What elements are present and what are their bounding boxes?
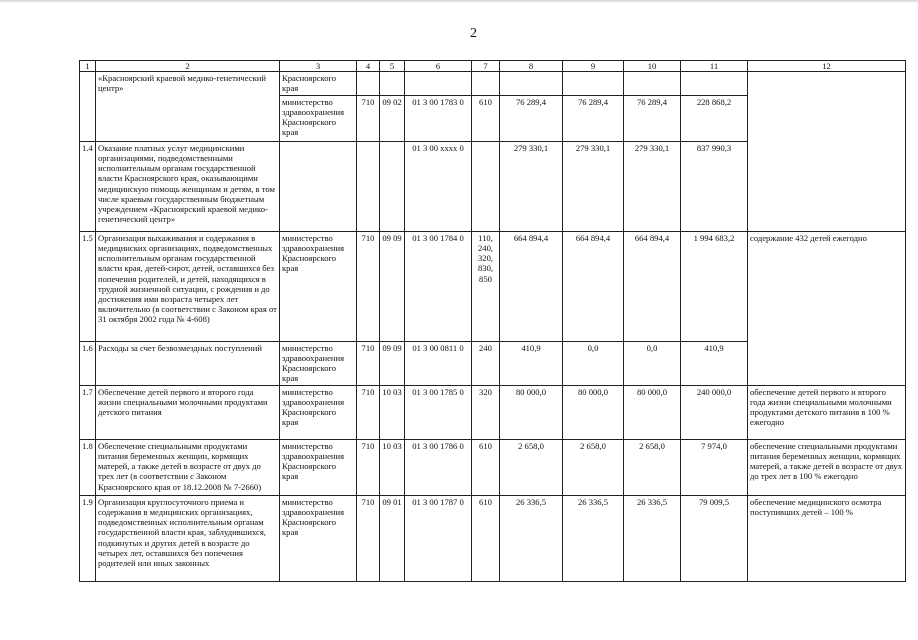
cell-c10: 26 336,5 [624, 496, 681, 582]
cell-c5: 09 01 [380, 496, 405, 582]
cell-c4 [357, 142, 380, 232]
cell-c11: 240 000,0 [681, 386, 748, 440]
cell-c5: 10 03 [380, 440, 405, 496]
cell-c7: 320 [472, 386, 500, 440]
row-description: Организация круглосуточного приема и содержания в медицинских организациях, подведомственных исполнительным органам государственной власти края, заблудившихся, подкинутых и других детей в возрасте до четырех лет, оставшихся без попечения родителей или иных законных [96, 496, 280, 582]
cell-c9: 26 336,5 [563, 496, 624, 582]
cell-c10: 0,0 [624, 342, 681, 386]
cell-c10: 664 894,4 [624, 232, 681, 342]
cell-c5 [380, 142, 405, 232]
table-row [80, 386, 906, 440]
cell-c8: 80 000,0 [500, 386, 563, 440]
table-row [80, 72, 906, 96]
row-ministry: министерство здравоохранения Красноярского края [280, 232, 357, 342]
table-row [80, 496, 906, 582]
row-description: Расходы за счет безвозмездных поступлений [96, 342, 280, 386]
cell-c8: 2 658,0 [500, 440, 563, 496]
cell-c5: 09 09 [380, 232, 405, 342]
cell-c12: содержание 432 детей ежегодно [748, 232, 906, 386]
cell-c4 [357, 72, 380, 96]
budget-table [79, 60, 906, 582]
row-ministry: министерство здравоохранения Красноярского края [280, 440, 357, 496]
cell-c11 [681, 72, 748, 96]
row-ministry: Красноярского края [280, 72, 357, 96]
header-row [80, 61, 906, 72]
header-cell: 10 [624, 61, 681, 72]
row-number: 1.5 [80, 232, 96, 342]
cell-c6: 01 3 00 1784 0 [405, 232, 472, 342]
cell-c12: обеспечение детей первого и второго года жизни специальными молочными продуктами детского питания в 100 % ежегодно [748, 386, 906, 440]
cell-c7: 610 [472, 440, 500, 496]
cell-c4: 710 [357, 440, 380, 496]
cell-c6: 01 3 00 1785 0 [405, 386, 472, 440]
header-cell: 2 [96, 61, 280, 72]
cell-c4: 710 [357, 496, 380, 582]
row-description: Организация выхаживания и содержания в медицинских организациях, подведомственных исполнительным органам государственной власти края, детей-сирот, детей, оставшихся без попечения родителей, и детей, находящихся в трудной жизненной ситуации, с рождения и до достижения ими возраста четырех лет включительно (в соответствии с Законом края от 31 октября 2002 года № 4-608) [96, 232, 280, 342]
header-cell: 4 [357, 61, 380, 72]
header-cell: 9 [563, 61, 624, 72]
cell-c8 [500, 72, 563, 96]
cell-c7: 610 [472, 496, 500, 582]
scan-edge [0, 0, 918, 3]
row-number: 1.6 [80, 342, 96, 386]
header-cell: 8 [500, 61, 563, 72]
row-number: 1.9 [80, 496, 96, 582]
cell-c9: 2 658,0 [563, 440, 624, 496]
cell-c11: 410,9 [681, 342, 748, 386]
row-ministry: министерство здравоохранения Красноярского края [280, 496, 357, 582]
cell-c6 [405, 72, 472, 96]
cell-c4: 710 [357, 96, 380, 142]
cell-c9: 279 330,1 [563, 142, 624, 232]
page-number: 2 [470, 26, 477, 41]
row-ministry: министерство здравоохранения Красноярского края [280, 342, 357, 386]
row-number: 1.4 [80, 142, 96, 232]
cell-c7: 240 [472, 342, 500, 386]
cell-c11: 1 994 683,2 [681, 232, 748, 342]
row-description: Обеспечение специальными продуктами питания беременных женщин, кормящих матерей, а также детей в возрасте от двух до трех лет (в соответствии с Законом Красноярского края от 18.12.2008 № 7-2660) [96, 440, 280, 496]
cell-c11: 228 868,2 [681, 96, 748, 142]
cell-c12: обеспечение специальными продуктами питания беременных женщин, кормящих матерей, а также детей в возрасте от двух до трех лет в 100 % ежегодно [748, 440, 906, 496]
cell-c12 [748, 72, 906, 232]
cell-c4: 710 [357, 386, 380, 440]
cell-c9: 0,0 [563, 342, 624, 386]
row-description: «Красноярский краевой медико-генетический центр» [96, 72, 280, 142]
cell-c11: 7 974,0 [681, 440, 748, 496]
header-cell: 7 [472, 61, 500, 72]
cell-c5: 09 02 [380, 96, 405, 142]
cell-c4: 710 [357, 232, 380, 342]
cell-c4: 710 [357, 342, 380, 386]
cell-c8: 76 289,4 [500, 96, 563, 142]
row-description: Оказание платных услуг медицинскими организациями, подведомственными исполнительным органам государственной власти Красноярского края, оказывающими медицинскую помощь женщинам и детям, в том числе краевым государственным бюджетным учреждением «Красноярский краевой медико-генетический центр» [96, 142, 280, 232]
header-cell: 5 [380, 61, 405, 72]
cell-c9: 76 289,4 [563, 96, 624, 142]
table-row [80, 232, 906, 342]
cell-c8: 410,9 [500, 342, 563, 386]
cell-c6: 01 3 00 хххх 0 [405, 142, 472, 232]
cell-c6: 01 3 00 1787 0 [405, 496, 472, 582]
cell-c7: 610 [472, 96, 500, 142]
row-number: 1.7 [80, 386, 96, 440]
header-cell: 1 [80, 61, 96, 72]
row-ministry [280, 142, 357, 232]
cell-c11: 79 009,5 [681, 496, 748, 582]
row-number: 1.8 [80, 440, 96, 496]
cell-c10 [624, 72, 681, 96]
cell-c6: 01 3 00 1783 0 [405, 96, 472, 142]
cell-c9 [563, 72, 624, 96]
cell-c11: 837 990,3 [681, 142, 748, 232]
header-cell: 12 [748, 61, 906, 72]
cell-c8: 664 894,4 [500, 232, 563, 342]
row-ministry: министерство здравоохранения Красноярского края [280, 386, 357, 440]
header-cell: 3 [280, 61, 357, 72]
cell-c8: 26 336,5 [500, 496, 563, 582]
cell-c10: 2 658,0 [624, 440, 681, 496]
row-number [80, 72, 96, 142]
cell-c10: 80 000,0 [624, 386, 681, 440]
cell-c6: 01 3 00 0811 0 [405, 342, 472, 386]
row-description: Обеспечение детей первого и второго года жизни специальными молочными продуктами детского питания [96, 386, 280, 440]
cell-c7: 110, 240, 320, 830, 850 [472, 232, 500, 342]
cell-c6: 01 3 00 1786 0 [405, 440, 472, 496]
row-ministry: министерство здравоохранения Красноярского края [280, 96, 357, 142]
cell-c5 [380, 72, 405, 96]
cell-c9: 664 894,4 [563, 232, 624, 342]
cell-c10: 76 289,4 [624, 96, 681, 142]
cell-c8: 279 330,1 [500, 142, 563, 232]
header-cell: 6 [405, 61, 472, 72]
cell-c7 [472, 72, 500, 96]
table-row [80, 440, 906, 496]
cell-c5: 10 03 [380, 386, 405, 440]
cell-c10: 279 330,1 [624, 142, 681, 232]
cell-c5: 09 09 [380, 342, 405, 386]
header-cell: 11 [681, 61, 748, 72]
cell-c7 [472, 142, 500, 232]
cell-c12: обеспечение медицинского осмотра поступивших детей – 100 % [748, 496, 906, 582]
cell-c9: 80 000,0 [563, 386, 624, 440]
